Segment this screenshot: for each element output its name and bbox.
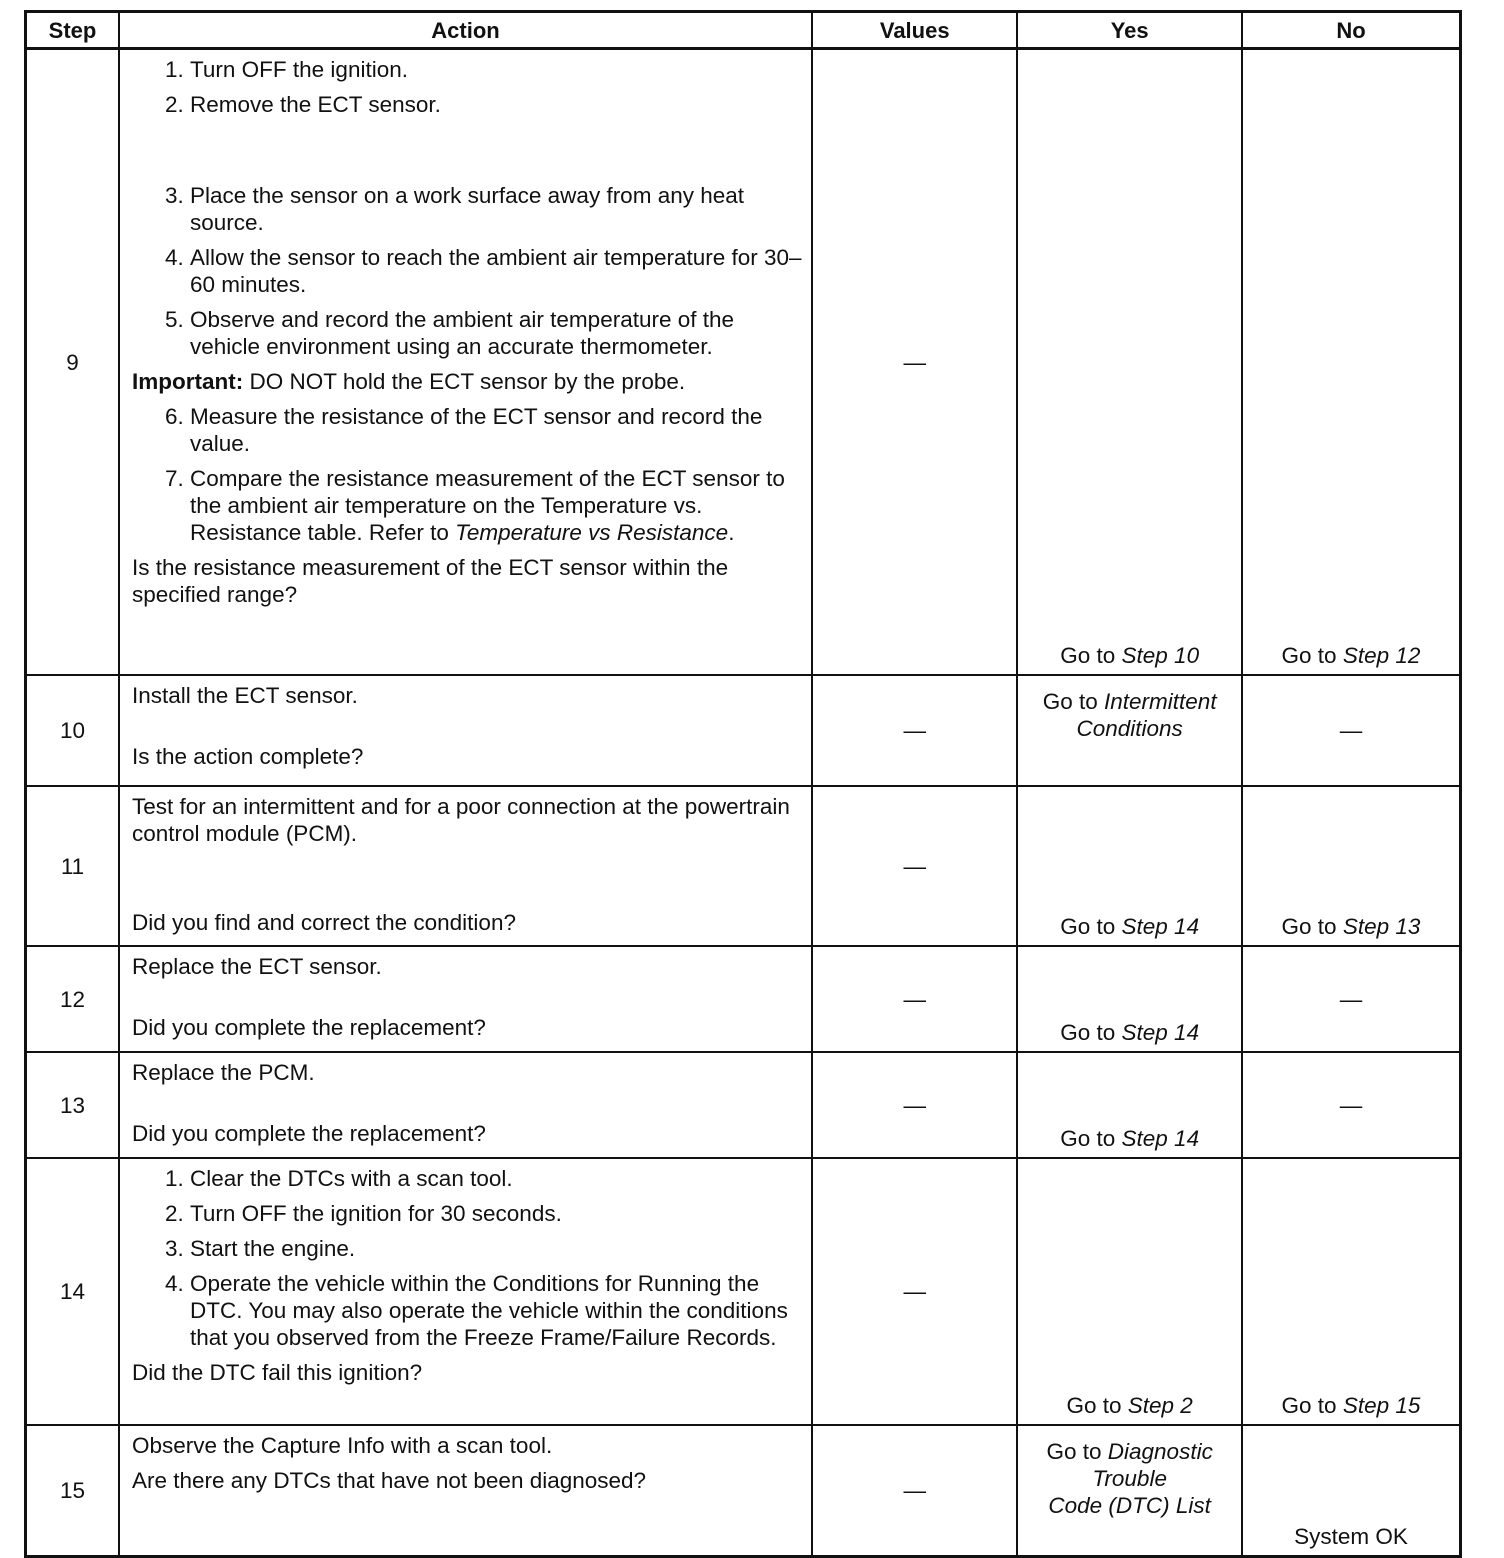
header-row <box>26 12 1461 49</box>
spacer <box>132 855 803 909</box>
action-text: Replace the PCM. <box>131 1060 315 1085</box>
list-item: 5. Observe and record the ambient air temperature of the vehicle environment using an accurate thermometer. <box>190 306 803 360</box>
action-question: Is the action complete? <box>131 744 364 769</box>
list-item: 6. Measure the resistance of the ECT sensor and record the value. <box>190 403 803 457</box>
list-item: 2. Turn OFF the ignition for 30 seconds. <box>190 1200 803 1227</box>
yes-cell <box>1017 1158 1242 1425</box>
goto-link[interactable]: Intermittent <box>1104 689 1217 714</box>
spacer <box>132 1094 803 1120</box>
step-number: 12 <box>26 946 119 1052</box>
important-text: DO NOT hold the ECT sensor by the probe. <box>243 369 686 394</box>
goto-step-link[interactable]: Step 15 <box>1342 1393 1421 1418</box>
header-step: Step <box>26 12 119 49</box>
action-list <box>132 1165 803 1351</box>
list-item: 3. Start the engine. <box>190 1235 803 1262</box>
action-list <box>132 56 803 118</box>
step-number: 15 <box>26 1425 119 1557</box>
values-cell: — <box>812 786 1017 946</box>
no-cell <box>1242 49 1461 676</box>
action-cell <box>119 675 812 786</box>
step-number: 13 <box>26 1052 119 1158</box>
list-item: 3. Place the sensor on a work surface away from any heat source. <box>190 182 803 236</box>
diagnostic-table <box>24 10 1462 1558</box>
values-cell: — <box>812 1425 1017 1557</box>
values-cell: — <box>812 1158 1017 1425</box>
goto-prefix: Go to <box>1281 643 1343 668</box>
action-list <box>132 182 803 360</box>
action-text: Replace the ECT sensor. <box>131 954 382 979</box>
yes-cell <box>1017 675 1242 786</box>
values-cell: — <box>812 49 1017 676</box>
list-item: 1. Turn OFF the ignition. <box>190 56 803 83</box>
table-row-step-10 <box>26 675 1461 786</box>
no-cell: — <box>1242 675 1461 786</box>
goto-prefix: Go to <box>1060 1020 1122 1045</box>
important-note <box>132 368 803 395</box>
goto-step-link[interactable]: Step 14 <box>1121 1020 1200 1045</box>
table-row-step-15 <box>26 1425 1461 1557</box>
action-cell <box>119 1425 812 1557</box>
spacer <box>132 988 803 1014</box>
reference-end: . <box>728 520 735 545</box>
goto-step-link[interactable]: Step 10 <box>1121 643 1200 668</box>
goto-link[interactable]: Diagnostic <box>1107 1439 1213 1464</box>
list-item <box>190 465 803 546</box>
goto-step-link[interactable]: Step 12 <box>1342 643 1421 668</box>
action-question: Did you complete the replacement? <box>131 1121 486 1146</box>
table-row-step-11 <box>26 786 1461 946</box>
action-text: Install the ECT sensor. <box>131 683 358 708</box>
action-cell <box>119 49 812 676</box>
important-label: Important: <box>131 369 244 394</box>
goto-step-link[interactable]: Step 2 <box>1127 1393 1193 1418</box>
goto-prefix: Go to <box>1042 689 1105 714</box>
values-cell: — <box>812 946 1017 1052</box>
list-item: 4. Operate the vehicle within the Conditions for Running the DTC. You may also operate the vehicle within the conditions that you observed from the Freeze Frame/Failure Records. <box>190 1270 803 1351</box>
goto-prefix: Go to <box>1060 1126 1122 1151</box>
goto-prefix: Go to <box>1046 1439 1108 1464</box>
yes-cell <box>1017 49 1242 676</box>
spacer <box>132 126 803 182</box>
goto-prefix: Go to <box>1060 914 1122 939</box>
goto-step-link[interactable]: Step 14 <box>1121 1126 1200 1151</box>
table-row-step-12 <box>26 946 1461 1052</box>
action-question: Did you find and correct the condition? <box>131 910 516 935</box>
action-question: Is the resistance measurement of the ECT sensor within the specified range? <box>131 555 729 607</box>
goto-prefix: Go to <box>1060 643 1122 668</box>
goto-step-link[interactable]: Step 14 <box>1121 914 1200 939</box>
no-cell <box>1242 1158 1461 1425</box>
goto-link[interactable]: Trouble <box>1092 1466 1167 1491</box>
action-cell <box>119 786 812 946</box>
goto-prefix: Go to <box>1066 1393 1128 1418</box>
step-number: 9 <box>26 49 119 676</box>
action-question: Did the DTC fail this ignition? <box>131 1360 423 1385</box>
table-row-step-14 <box>26 1158 1461 1425</box>
step-number: 10 <box>26 675 119 786</box>
list-item: 1. Clear the DTCs with a scan tool. <box>190 1165 803 1192</box>
header-no: No <box>1242 12 1461 49</box>
action-text: Observe the Capture Info with a scan tool. <box>131 1433 553 1458</box>
reference-link[interactable]: Temperature vs Resistance <box>455 520 729 545</box>
yes-cell <box>1017 1425 1242 1557</box>
header-values: Values <box>812 12 1017 49</box>
goto-prefix: Go to <box>1281 914 1343 939</box>
list-item: 4. Allow the sensor to reach the ambient air temperature for 30–60 minutes. <box>190 244 803 298</box>
spacer <box>132 717 803 743</box>
header-action: Action <box>119 12 812 49</box>
yes-cell <box>1017 946 1242 1052</box>
action-text: Test for an intermittent and for a poor connection at the powertrain control module (PCM). <box>131 794 790 846</box>
action-question: Did you complete the replacement? <box>131 1015 486 1040</box>
step-number: 14 <box>26 1158 119 1425</box>
yes-cell <box>1017 786 1242 946</box>
goto-link[interactable]: Code (DTC) List <box>1048 1493 1211 1518</box>
action-list <box>132 403 803 546</box>
list-item-text: Compare the resistance measurement of the ECT sensor to the ambient air temperature on the Temperature vs. Resistance table. Refer to <box>189 466 785 545</box>
values-cell: — <box>812 1052 1017 1158</box>
goto-step-link[interactable]: Step 13 <box>1342 914 1421 939</box>
list-item: 2. Remove the ECT sensor. <box>190 91 803 118</box>
no-cell: — <box>1242 1052 1461 1158</box>
header-yes: Yes <box>1017 12 1242 49</box>
values-cell: — <box>812 675 1017 786</box>
no-cell <box>1242 786 1461 946</box>
yes-cell <box>1017 1052 1242 1158</box>
step-number: 11 <box>26 786 119 946</box>
goto-link[interactable]: Conditions <box>1076 716 1183 741</box>
action-question: Are there any DTCs that have not been diagnosed? <box>131 1468 647 1493</box>
table-row-step-9 <box>26 49 1461 676</box>
goto-prefix: Go to <box>1281 1393 1343 1418</box>
action-cell <box>119 1052 812 1158</box>
action-cell <box>119 946 812 1052</box>
no-cell: System OK <box>1242 1425 1461 1557</box>
table-row-step-13 <box>26 1052 1461 1158</box>
action-cell <box>119 1158 812 1425</box>
no-cell: — <box>1242 946 1461 1052</box>
